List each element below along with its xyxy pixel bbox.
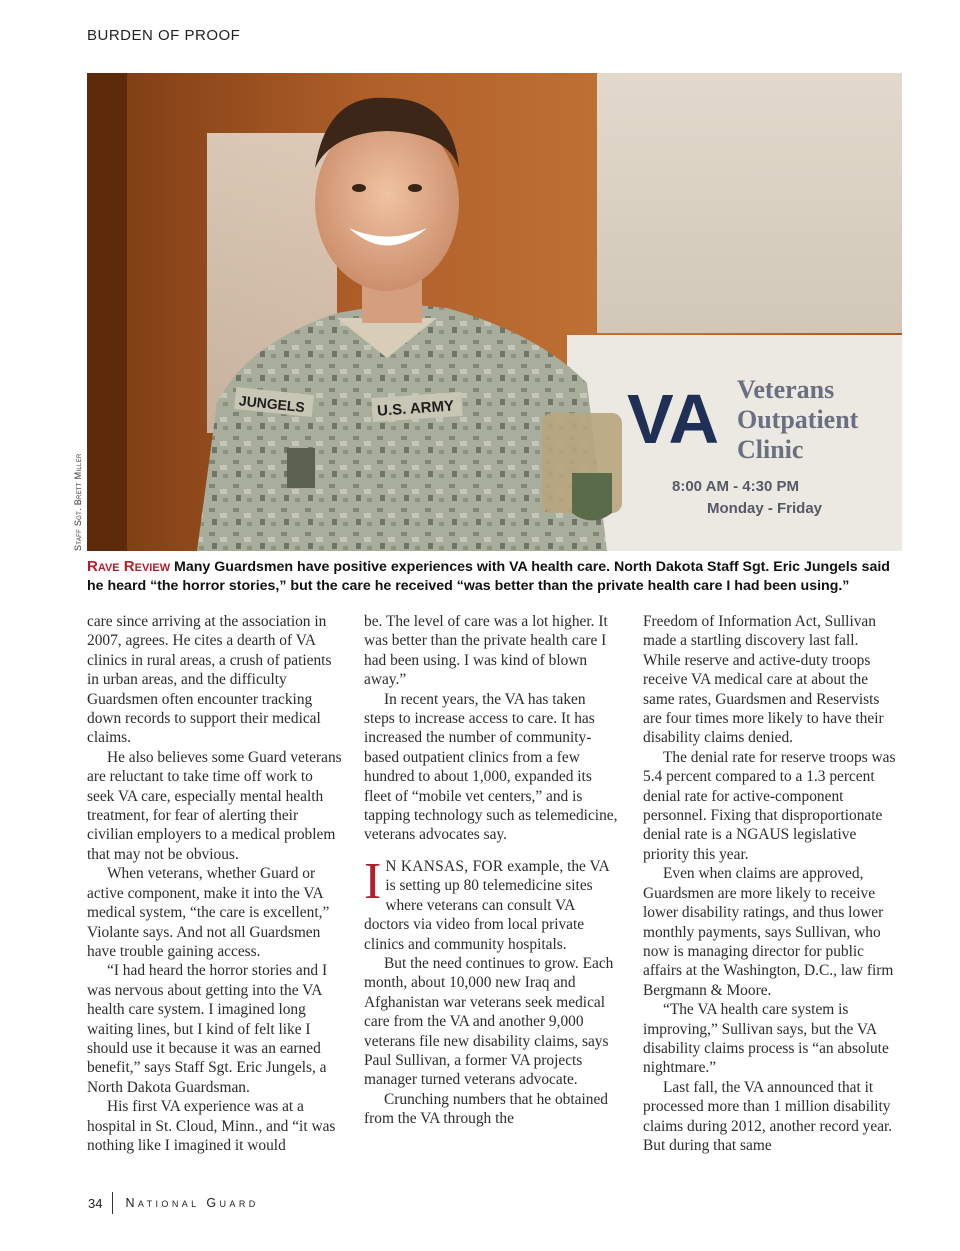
article-paragraph: Last fall, the VA announced that it processed more than 1 million disability claims during 2012, another record year. But during that same <box>643 1078 893 1154</box>
article-paragraph: “The VA health care system is improving,” Sullivan says, but the VA disability claims process is “an absolute nightmare.” <box>643 1001 889 1077</box>
drop-cap: I <box>364 852 382 910</box>
lead-in-text: example, the VA is setting up 80 telemedicine sites where veterans can consult VA doctors via video from local private clinics and community hospitals. <box>364 857 609 953</box>
page-footer <box>88 1192 259 1214</box>
article-paragraph: Even when claims are approved, Guardsmen are more likely to receive lower disability ratings, and thus lower monthly payments, says Sullivan, who now is managing director for public affairs at the Washington, D.C., law firm Bergmann & Moore. <box>643 865 894 999</box>
svg-text:Clinic: Clinic <box>737 435 804 464</box>
article-paragraph: care since arriving at the association in 2007, agrees. He cites a dearth of VA clinics in rural areas, a crush of patients in urban areas, and the difficulty Guardsmen often encounter tracking down records to support their medical claims. <box>87 613 332 747</box>
svg-text:VA: VA <box>627 380 720 458</box>
article-paragraph: When veterans, whether Guard or active component, make it into the VA medical system, “the care is excellent,” Violante says. And not all Guardsmen have trouble gaining access. <box>87 865 330 960</box>
caption-text: Many Guardsmen have positive experiences with VA health care. North Dakota Staff Sgt. Eric Jungels said he heard “the horror stories,” but the care he received “was better than the private health care I had been using.” <box>87 559 890 594</box>
article-paragraph: be. The level of care was a lot higher. It was better than the private health care I had been using. I was kind of blown away.” <box>364 613 608 689</box>
article-paragraph: He also believes some Guard veterans are reluctant to take time off work to seek VA care, especially mental health treatment, for fear of alerting their civilian employers to a medical problem that may not be obvious. <box>87 748 342 863</box>
section-lead-paragraph <box>364 852 620 954</box>
footer-divider <box>112 1192 113 1214</box>
article-paragraph: In recent years, the VA has taken steps to increase access to care. It has increased the number of community-based outpatient clinics from a few hundred to about 1,000, expanded its fleet of “mobile vet centers,” and is tapping technology such as telemedicine, veterans advocates say. <box>364 690 618 844</box>
article-paragraph: His first VA experience was at a hospital in St. Cloud, Minn., and “it was nothing like I imagined it would <box>87 1098 336 1154</box>
article-paragraph: But the need continues to grow. Each month, about 10,000 new Iraq and Afghanistan war veterans seek medical care from the VA and another 9,000 veterans file new disability claims, says Paul Sullivan, a former VA projects manager turned veterans advocate. <box>364 954 614 1089</box>
page-number: 34 <box>88 1195 103 1211</box>
magazine-name: National Guard <box>125 1196 259 1210</box>
article-column-1 <box>87 612 343 1155</box>
article-paragraph: “I had heard the horror stories and I was nervous about getting into the VA health care system. I imagined long waiting lines, but I kind of felt like I should use it because it was an earned benefit,” says Staff Sgt. Eric Jungels, a North Dakota Guardsman. <box>87 962 328 1096</box>
photo-caption <box>87 557 905 596</box>
svg-text:U.S. ARMY: U.S. ARMY <box>376 397 455 420</box>
section-header: BURDEN OF PROOF <box>87 27 241 44</box>
article-column-3 <box>643 612 899 1155</box>
svg-text:Monday - Friday: Monday - Friday <box>707 500 823 517</box>
article-column-2 <box>364 612 620 1129</box>
svg-text:Veterans: Veterans <box>737 375 835 404</box>
caption-kicker: Rave Review <box>87 558 171 575</box>
svg-text:Outpatient: Outpatient <box>737 405 859 434</box>
article-paragraph: The denial rate for reserve troops was 5.4 percent compared to a 1.3 percent denial rate for active-component personnel. Fixing that disproportionate denial rate is a NGAUS legislative priority this year. <box>643 748 896 863</box>
article-paragraph: Freedom of Information Act, Sullivan made a startling discovery last fall. While reserve and active-duty troops receive VA medical care at about the same rates, Guardsmen and Reservists are four times more likely to have their disability claims denied. <box>643 613 884 747</box>
lead-in-caps: N KANSAS, FOR <box>385 857 504 875</box>
photo-credit: Staff Sgt. Brett Miller <box>73 453 83 551</box>
soldier-photo <box>87 73 902 551</box>
svg-text:JUNGELS: JUNGELS <box>238 392 306 416</box>
article-paragraph: Crunching numbers that he obtained from the VA through the <box>364 1090 608 1128</box>
svg-text:8:00 AM - 4:30 PM: 8:00 AM - 4:30 PM <box>672 478 799 495</box>
